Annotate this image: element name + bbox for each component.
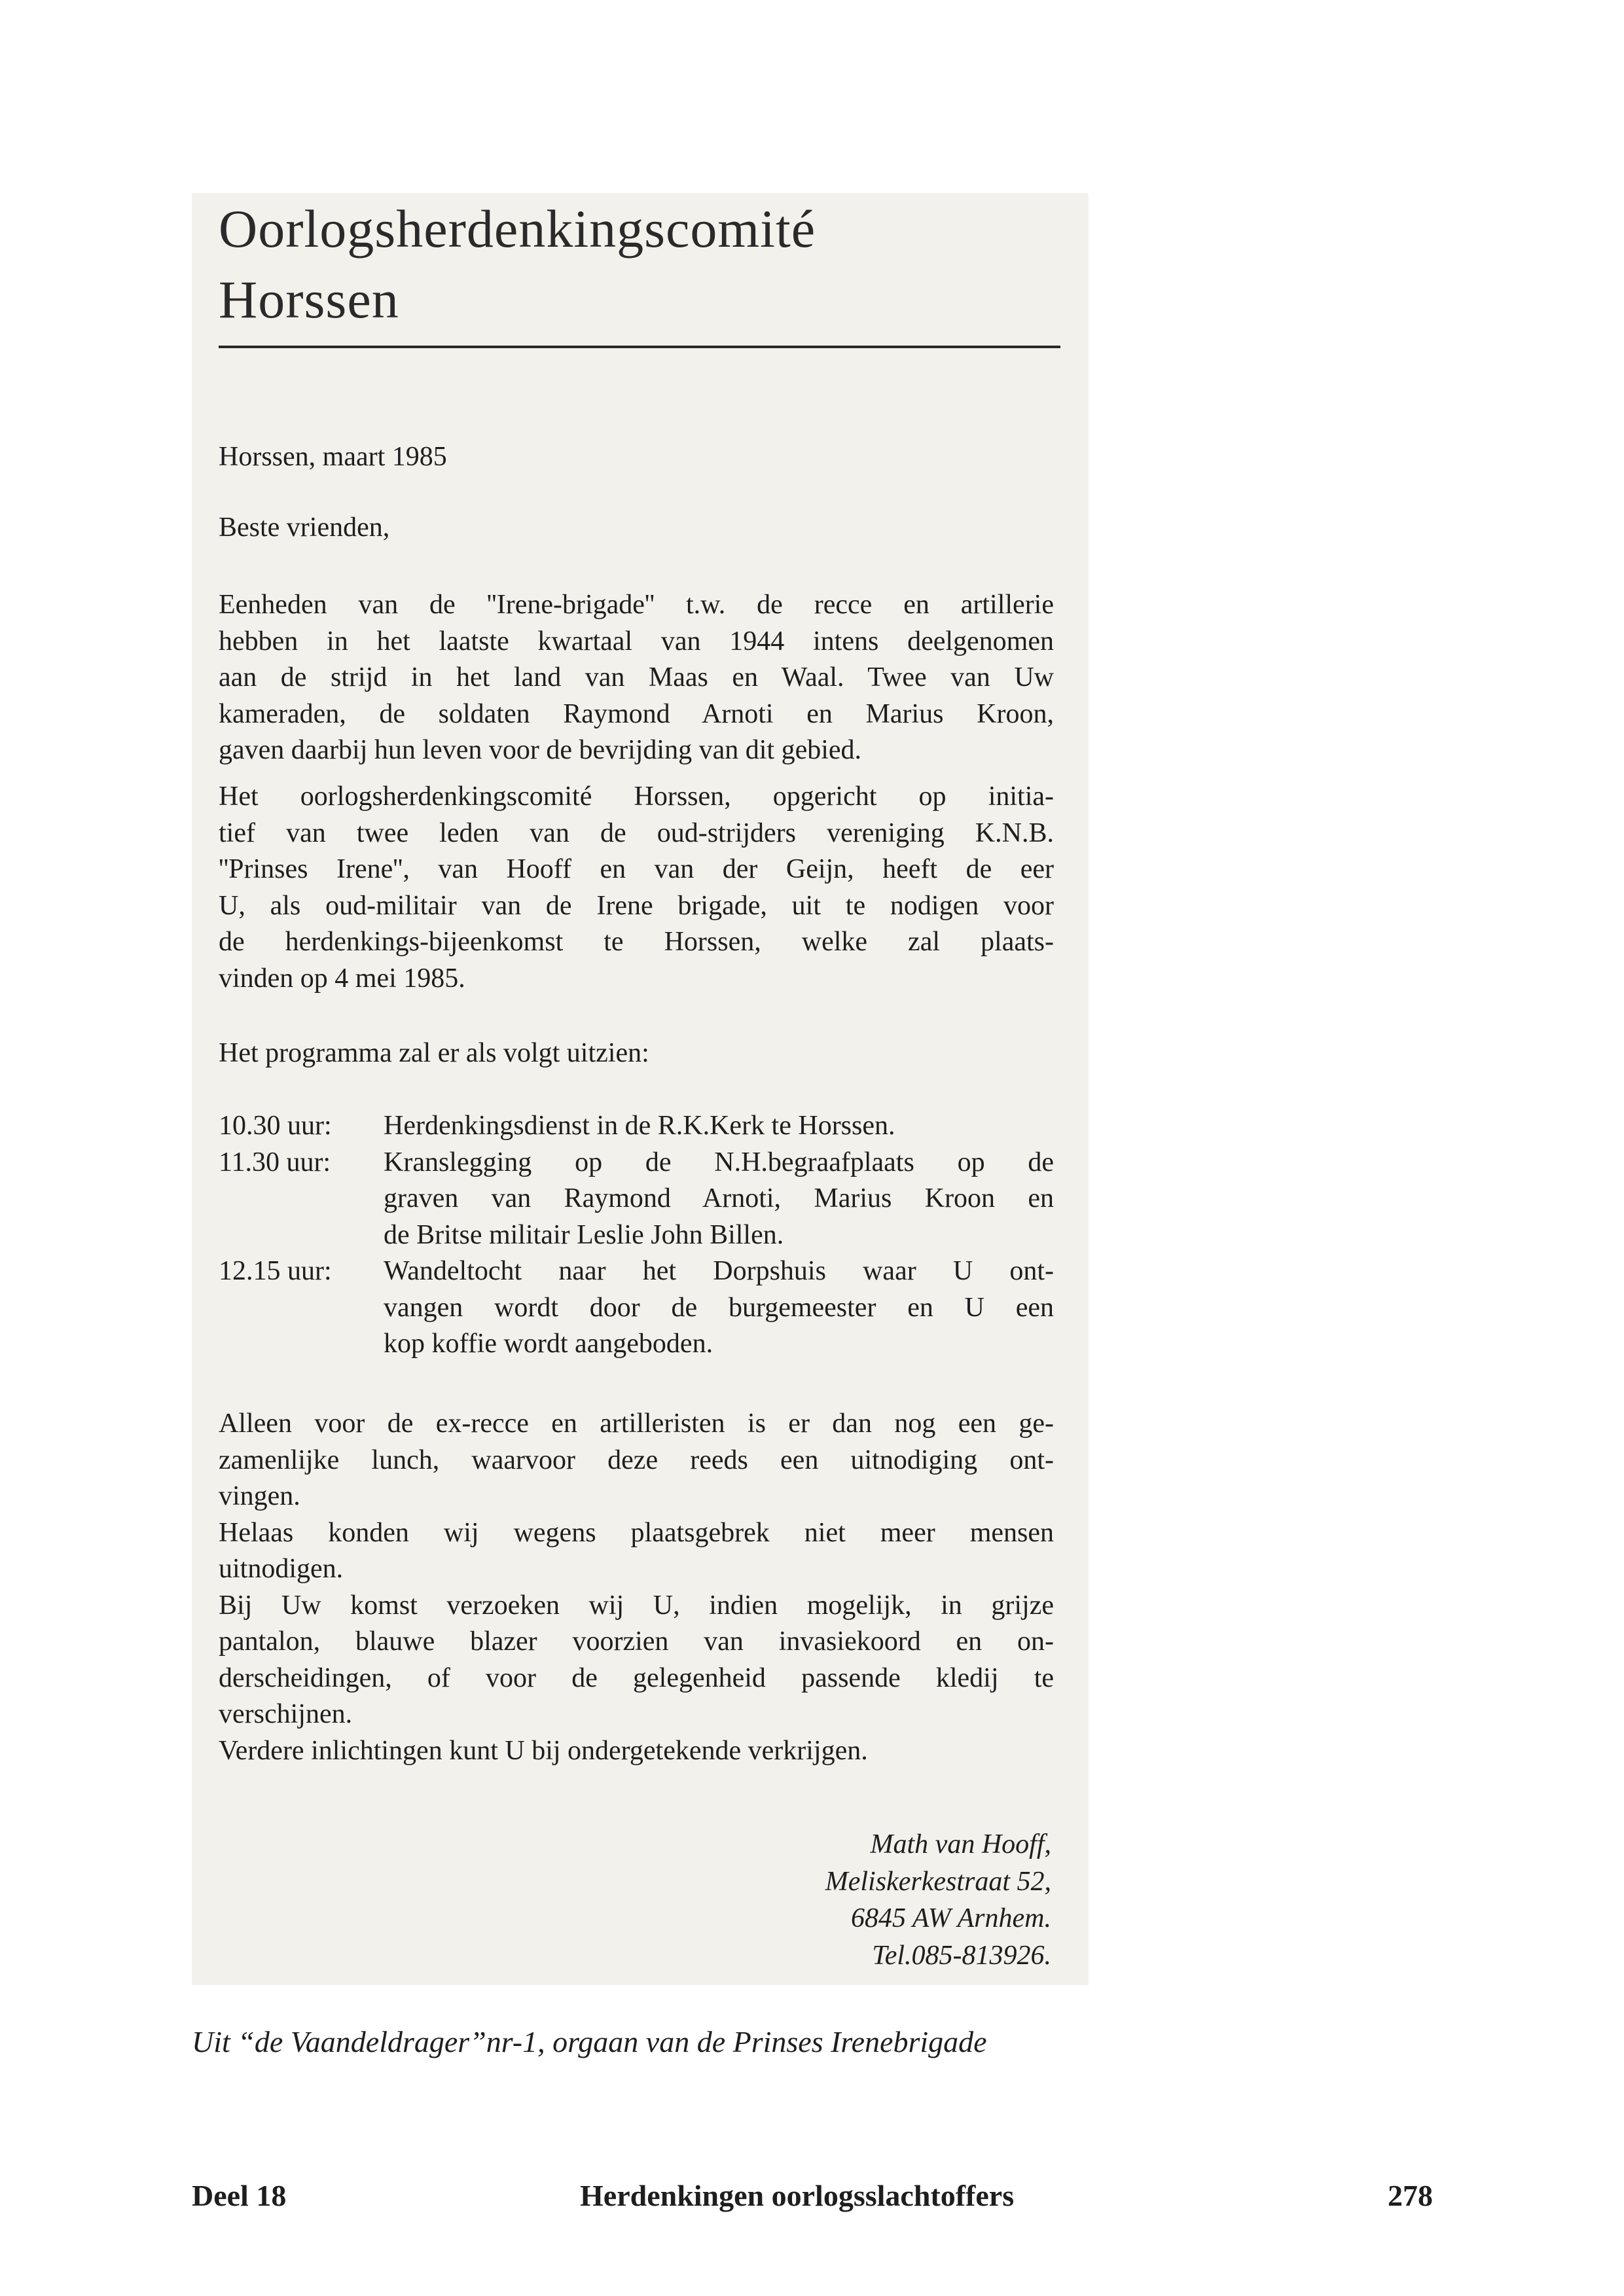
programme-list (219, 1108, 1054, 1363)
text-line: Eenheden van de ''Irene-brigade'' t.w. de recce en artillerie (219, 590, 1054, 620)
signature-line: Math van Hooff, (870, 1829, 1051, 1859)
programme-item (219, 1253, 1054, 1363)
text-line: Het oorlogsherdenkingscomité Horssen, opgericht op initia- (219, 781, 1054, 812)
text-line: Verdere inlichtingen kunt U bij ondergetekende verkrijgen. (219, 1735, 868, 1766)
text-line: vangen wordt door de burgemeester en U een (384, 1292, 1054, 1323)
programme-time: 10.30 uur: (219, 1111, 332, 1141)
programme-item (219, 1108, 1054, 1145)
signature-line: 6845 AW Arnhem. (850, 1903, 1051, 1933)
text-line: zamenlijke lunch, waarvoor deze reeds een uitnodiging ont- (219, 1444, 1054, 1475)
text-line: graven van Raymond Arnoti, Marius Kroon en (384, 1183, 1054, 1213)
programme-time: 11.30 uur: (219, 1147, 331, 1177)
text-line: aan de strijd in het land van Maas en Waal. Twee van Uw (219, 662, 1054, 692)
programme-description (384, 1145, 1054, 1254)
programme-item (219, 1145, 1054, 1254)
programme-description (384, 1108, 1054, 1145)
text-line: Kranslegging op de N.H.begraafplaats op de (384, 1147, 1054, 1177)
footer-title: Herdenkingen oorlogsslachtoffers (580, 2179, 1015, 2212)
salutation: Beste vrienden, (219, 512, 390, 543)
title-rule (219, 346, 1060, 348)
text-line: hebben in het laatste kwartaal van 1944 intens deelgenomen (219, 626, 1054, 656)
text-line: Alleen voor de ex-recce en artilleristen is er dan nog een ge- (219, 1408, 1054, 1439)
footer-part: Deel 18 (192, 2179, 287, 2212)
text-line: pantalon, blauwe blazer voorzien van invasiekoord en on- (219, 1626, 1054, 1657)
paragraph-2 (219, 779, 1054, 997)
text-line: Wandeltocht naar het Dorpshuis waar U ont- (384, 1256, 1054, 1286)
date-line: Horssen, maart 1985 (219, 442, 447, 472)
text-line: kop koffie wordt aangeboden. (384, 1329, 713, 1359)
text-line: ''Prinses Irene'', van Hooff en van der Geijn, heeft de eer (219, 854, 1054, 884)
text-line: Helaas konden wij wegens plaatsgebrek niet meer mensen (219, 1517, 1054, 1548)
text-line: Bij Uw komst verzoeken wij U, indien mogelijk, in grijze (219, 1590, 1054, 1621)
signature-block (825, 1826, 1051, 1974)
programme-time: 12.15 uur: (219, 1256, 332, 1286)
text-line: de Britse militair Leslie John Billen. (384, 1219, 784, 1250)
text-line: derscheidingen, of voor de gelegenheid passende kledij te (219, 1662, 1054, 1693)
text-line: tief van twee leden van de oud-strijders vereniging K.N.B. (219, 817, 1054, 848)
text-line: de herdenkings-bijeenkomst te Horssen, welke zal plaats- (219, 927, 1054, 957)
paragraph-1 (219, 587, 1054, 769)
text-line: Herdenkingsdienst in de R.K.Kerk te Horssen. (384, 1111, 895, 1141)
text-line: U, als oud-militair van de Irene brigade, uit te nodigen voor (219, 890, 1054, 921)
text-line: gaven daarbij hun leven voor de bevrijding van dit gebied. (219, 735, 862, 765)
text-line: vinden op 4 mei 1985. (219, 963, 465, 994)
paragraph-3 (219, 1406, 1054, 1769)
text-line: verschijnen. (219, 1699, 353, 1729)
letter-title-line2: Horssen (219, 270, 399, 329)
text-line: kameraden, de soldaten Raymond Arnoti en Marius Kroon, (219, 698, 1054, 729)
source-caption: Uit “de Vaandeldrager”nr-1, orgaan van de Prinses Irenebrigade (192, 2025, 987, 2058)
programme-description (384, 1253, 1054, 1363)
letter-title-line1: Oorlogsherdenkingscomité (219, 199, 816, 259)
footer-page-number: 278 (1388, 2179, 1433, 2212)
signature-line: Tel.085-813926. (872, 1940, 1051, 1971)
signature-line: Meliskerkestraat 52, (825, 1866, 1051, 1897)
text-line: uitnodigen. (219, 1554, 344, 1584)
text-line: vingen. (219, 1481, 300, 1511)
programme-intro: Het programma zal er als volgt uitzien: (219, 1038, 649, 1068)
